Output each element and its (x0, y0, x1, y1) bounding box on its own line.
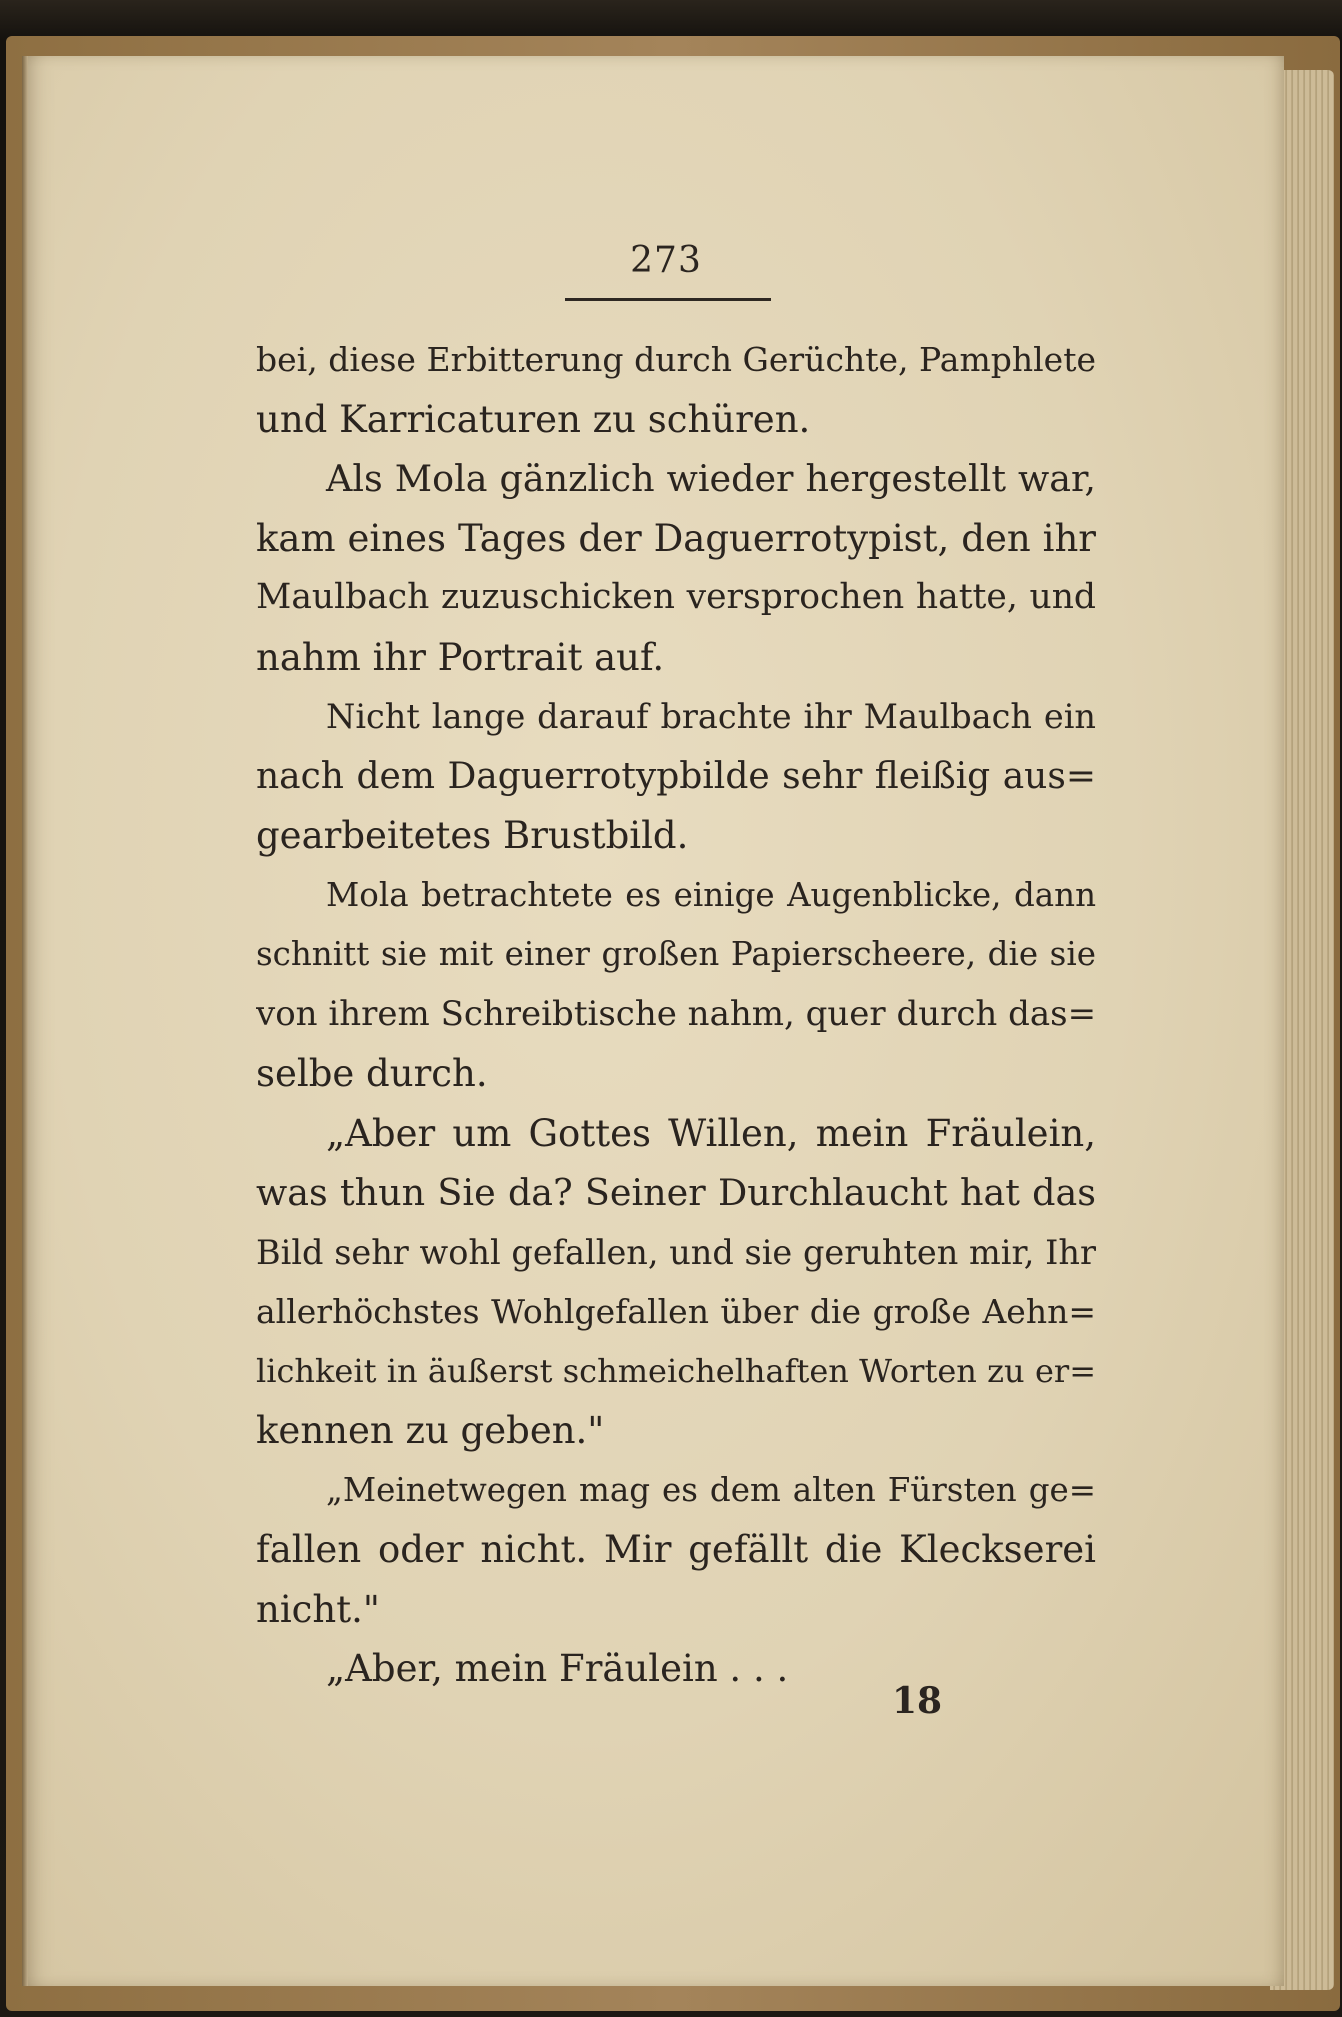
body-text (256, 330, 1096, 1699)
text-line: Mola betrachtete es einige Augenblicke, dann (326, 875, 1096, 914)
text-line: Nicht lange darauf brachte ihr Maulbach ein (326, 697, 1096, 736)
text-line: Maulbach zuzuschicken versprochen hatte, und (256, 577, 1096, 617)
text-line: Als Mola gänzlich wieder hergestellt war, (326, 457, 1096, 500)
text-line: schnitt sie mit einer großen Papierscheere, die sie (256, 935, 1096, 973)
text-line: nahm ihr Portrait auf. (256, 635, 665, 679)
text-line: fallen oder nicht. Mir gefällt die Kleckserei (256, 1528, 1096, 1571)
text-line: und Karricaturen zu schüren. (256, 397, 811, 441)
header-rule (565, 298, 771, 301)
text-line: kennen zu geben." (256, 1409, 605, 1452)
text-line: von ihrem Schreibtische nahm, quer durch das= (256, 993, 1096, 1034)
text-line: kam eines Tages der Daguerrotypist, den ihr (256, 516, 1096, 560)
text-line: allerhöchstes Wohlgefallen über die große Aehn= (256, 1292, 1096, 1331)
text-line: was thun Sie da? Seiner Durchlaucht hat das (256, 1171, 1096, 1214)
text-line: selbe durch. (256, 1052, 488, 1095)
page-gutter (22, 56, 28, 1986)
text-line: lichkeit in äußerst schmeichelhaften Worten zu er= (256, 1351, 1096, 1390)
text-line: „Aber um Gottes Willen, mein Fräulein, (326, 1111, 1096, 1155)
text-line: nicht." (256, 1587, 380, 1631)
text-line: gearbeitetes Brustbild. (256, 814, 689, 857)
text-line: nach dem Daguerrotypbilde sehr fleißig aus= (256, 755, 1096, 797)
text-line: „Meinetwegen mag es dem alten Fürsten ge= (326, 1470, 1096, 1509)
text-line: „Aber, mein Fräulein . . . (326, 1647, 789, 1690)
signature-mark: 18 (891, 1680, 943, 1722)
text-line: bei, diese Erbitterung durch Gerüchte, Pamphlete (256, 340, 1096, 379)
text-line: Bild sehr wohl gefallen, und sie geruhten mir, Ihr (256, 1232, 1096, 1272)
page-number: 273 (630, 240, 702, 281)
